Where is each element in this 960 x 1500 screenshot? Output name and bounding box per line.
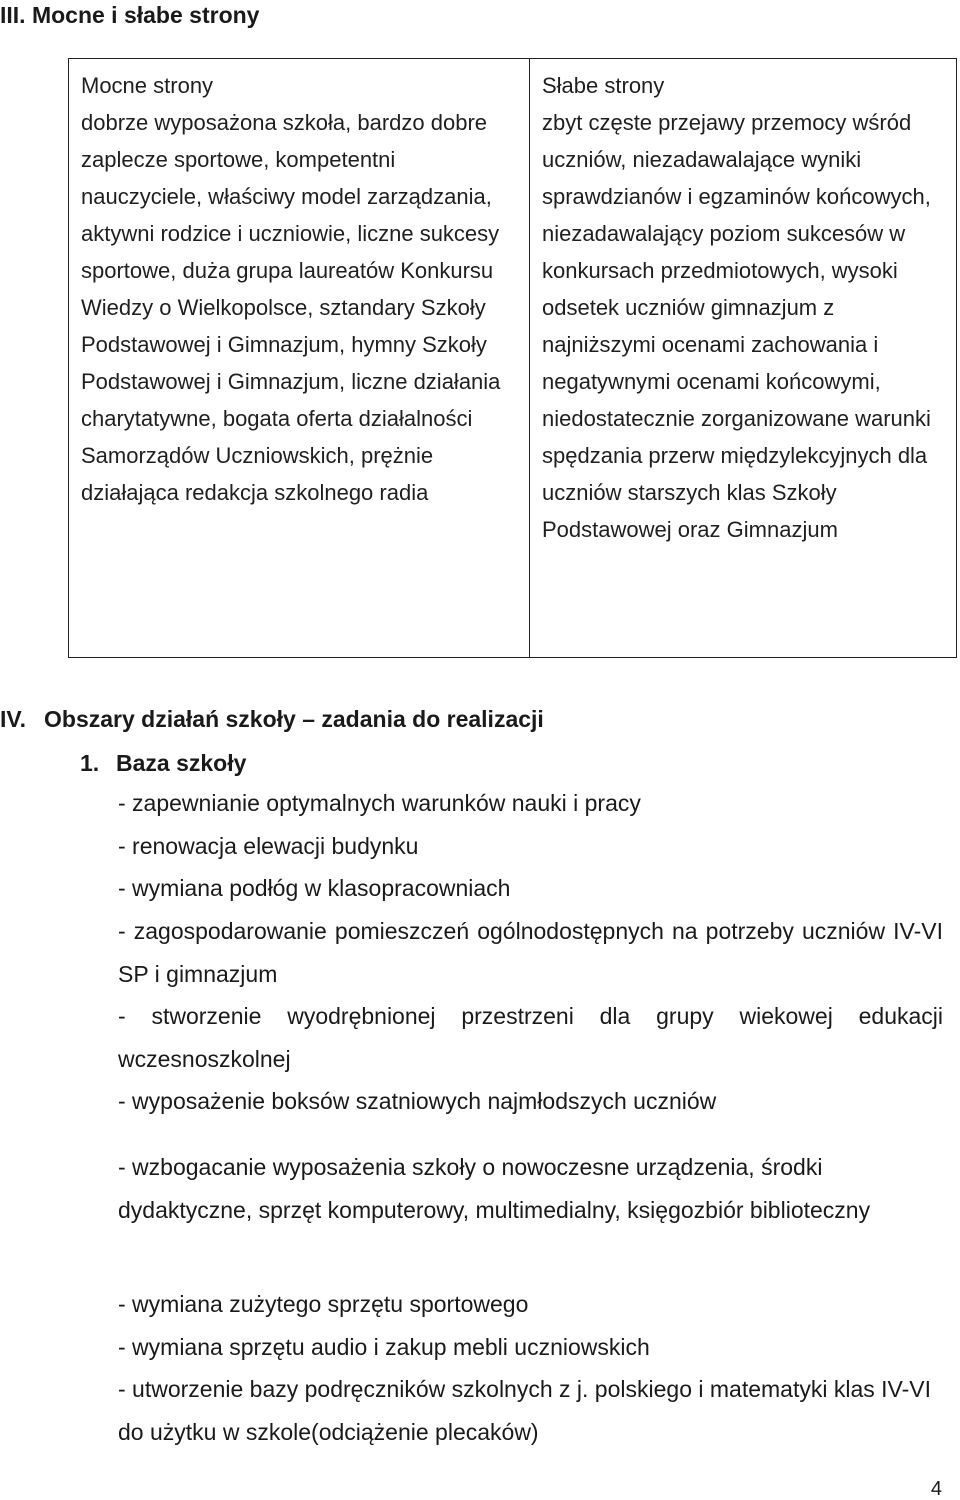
section-title: III. Mocne i słabe strony [0,2,260,28]
task-item: - stworzenie wyodrębnionej przestrzeni dla grupy wiekowej edukacji wczesnoszkolnej [118,1003,943,1072]
strengths-cell [69,59,530,658]
strengths-weaknesses-table [68,58,957,658]
weaknesses-heading: Słabe strony [542,73,665,98]
weaknesses-cell [530,59,957,658]
task-item: - wymiana sprzętu audio i zakup mebli uczniowskich [118,1334,650,1360]
task-item: - wzbogacanie wyposażenia szkoły o nowoczesne urządzenia, środki dydaktyczne, sprzęt komputerowy, multimedialny, księgozbiór biblioteczny [118,1154,871,1223]
weaknesses-text: zbyt częste przejawy przemocy wśród uczniów, niezadawalające wyniki sprawdzianów i egzaminów końcowych, niezadawalający poziom sukcesów w konkursach przedmiotowych, wysoki odsetek uczniów gimnazjum z najniższymi ocenami zachowania i negatywnymi ocenami końcowymi, niedostatecznie zorganizowane warunki spędzania przerw międzylekcyjnych dla uczniów starszych klas Szkoły Podstawowej oraz Gimnazjum [542,110,931,542]
subsection-title: Baza szkoły [116,750,247,776]
task-item: - wymiana zużytego sprzętu sportowego [118,1291,529,1317]
task-item: - utworzenie bazy podręczników szkolnych z j. polskiego i matematyki klas IV-VI do użytku w szkole(odciążenie plecaków) [118,1376,931,1445]
section4-title: Obszary działań szkoły – zadania do realizacji [44,706,544,732]
subsection-number: 1. [80,750,100,776]
page-number: 4 [930,1478,942,1500]
subsection-heading [80,746,246,780]
task-item: - wymiana podłóg w klasopracowniach [118,875,511,901]
task-item: - renowacja elewacji budynku [118,833,419,859]
table-row [69,59,957,658]
task-item: - zapewnianie optymalnych warunków nauki i pracy [118,790,641,816]
section4-heading [0,702,544,736]
section4-number: IV. [0,706,27,732]
task-item: - zagospodarowanie pomieszczeń ogólnodostępnych na potrzeby uczniów IV-VI SP i gimnazjum [118,918,943,987]
strengths-text: dobrze wyposażona szkoła, bardzo dobre zaplecze sportowe, kompetentni nauczyciele, właściwy model zarządzania, aktywni rodzice i uczniowie, liczne sukcesy sportowe, duża grupa laureatów Konkursu Wiedzy o Wielkopolsce, sztandary Szkoły Podstawowej i Gimnazjum, hymny Szkoły Podstawowej i Gimnazjum, liczne działania charytatywne, bogata oferta działalności Samorządów Uczniowskich, prężnie działająca redakcja szkolnego radia [81,110,501,505]
task-item: - wyposażenie boksów szatniowych najmłodszych uczniów [118,1088,717,1114]
strengths-heading: Mocne strony [81,73,214,98]
